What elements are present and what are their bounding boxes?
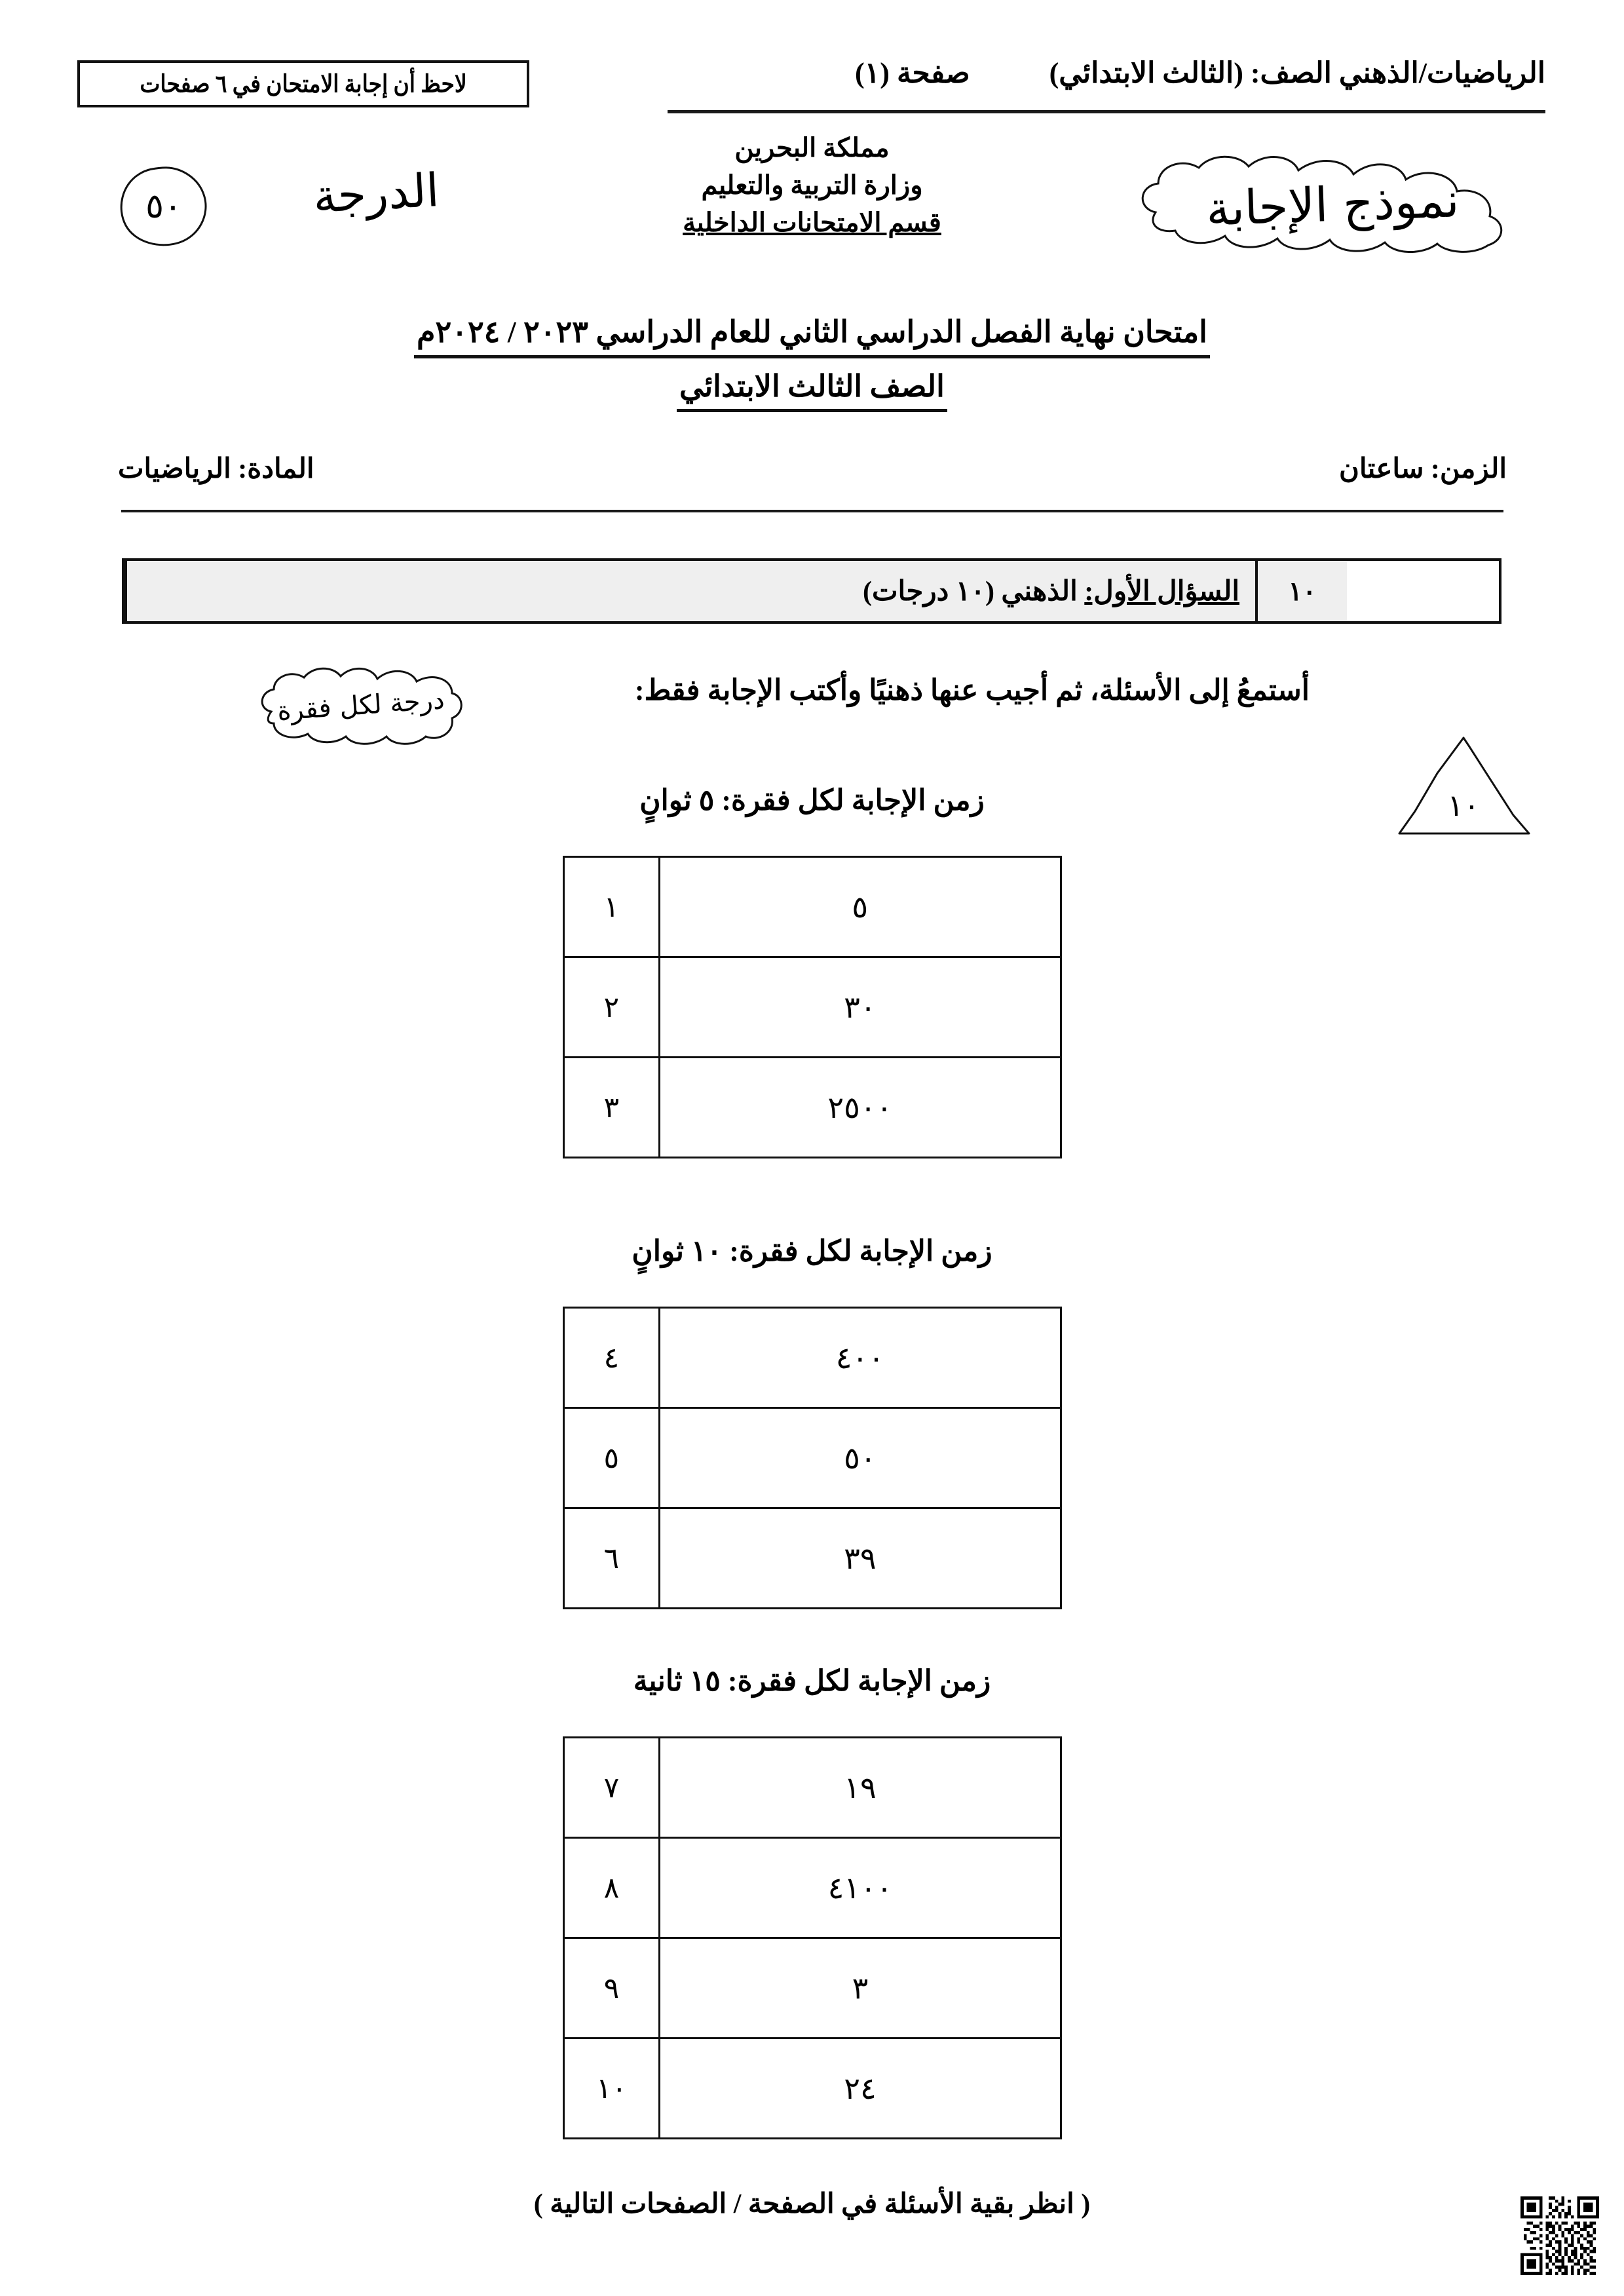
question-one-total-value: ١٠: [1447, 788, 1480, 823]
grade-label: الدرجة: [311, 163, 441, 223]
question-one-title-rest: الذهني (١٠ درجات): [863, 577, 1085, 607]
answer-value: ٣: [852, 1970, 869, 2006]
answer-key-label: نموذج الإجابة: [1205, 172, 1460, 237]
item-number: ٧: [603, 1770, 620, 1805]
item-number: ١٠: [595, 2071, 628, 2105]
table-row: [563, 1738, 1061, 1838]
item-number: ٣: [603, 1090, 620, 1124]
answer-value: ١٩: [844, 1770, 877, 1805]
answer-value: ٥: [852, 889, 869, 925]
exam-meta-row: [118, 452, 1507, 485]
group-3-caption: زمن الإجابة لكل فقرة: ١٥ ثانية: [633, 1665, 991, 1697]
table-row: [563, 1058, 1061, 1158]
document-header-line: [674, 58, 1545, 89]
item-number: ٩: [603, 1971, 620, 2005]
item-number: ٥: [603, 1441, 620, 1475]
question-one-max-marks-cell: [1255, 561, 1347, 621]
table-row: [563, 857, 1061, 957]
answer-value: ٢٤: [844, 2071, 877, 2106]
item-number: ١: [603, 890, 620, 924]
pages-count-note-box: [77, 60, 529, 107]
per-item-mark-cloud-badge: [254, 664, 467, 747]
table-row: [563, 1508, 1061, 1609]
question-one-score-blank-cell[interactable]: [1347, 561, 1499, 621]
answer-value: ٥٠: [844, 1440, 877, 1476]
answer-value: ٣٠: [844, 989, 877, 1025]
page-number-label: صفحة (١): [855, 57, 970, 89]
grade-circle-badge: [118, 165, 210, 248]
instruction-text: أستمعُ إلى الأسئلة، ثم أجيب عنها ذهنيًا وأكتب الإجابة فقط:: [634, 674, 1310, 706]
answer-key-cloud-badge: [1129, 152, 1536, 257]
table-row: [563, 957, 1061, 1058]
answer-value: ٤٠٠: [835, 1340, 884, 1375]
country-name: مملكة البحرين: [734, 133, 890, 163]
item-number: ٦: [603, 1541, 620, 1575]
pages-count-note-text: لاحظ أن إجابة الامتحان في ٦ صفحات: [140, 71, 467, 98]
per-item-mark-label: درجة لكل فقرة: [276, 685, 445, 727]
answer-value: ٤١٠٠: [827, 1870, 893, 1905]
question-one-max-marks: ١٠: [1288, 576, 1317, 606]
answers-table-group-1: [563, 856, 1062, 1158]
group-1-caption: زمن الإجابة لكل فقرة: ٥ ثوانٍ: [639, 784, 985, 816]
grade-value: ٥٠: [145, 187, 182, 226]
duration-label: الزمن: ساعتان: [1339, 454, 1507, 484]
item-number: ٢: [603, 990, 620, 1024]
table-row: [563, 1838, 1061, 1938]
exam-title-line-1: امتحان نهاية الفصل الدراسي الثاني للعام الدراسي ٢٠٢٣ / ٢٠٢٤م: [414, 313, 1210, 358]
header-divider-rule: [668, 110, 1545, 113]
exam-title-block: [0, 313, 1624, 412]
exam-title-line-2: الصف الثالث الابتدائي: [677, 368, 947, 413]
answers-table-group-2: [563, 1307, 1062, 1609]
table-row: [563, 1408, 1061, 1508]
subject-grade-text: الرياضيات/الذهني الصف: (الثالث الابتدائي): [1049, 57, 1545, 89]
item-number: ٨: [603, 1871, 620, 1905]
ministry-name: وزارة التربية والتعليم: [701, 170, 923, 200]
table-row: [563, 1938, 1061, 2038]
question-one-title-cell: [124, 561, 1255, 621]
table-row: [563, 2038, 1061, 2139]
table-row: [563, 1308, 1061, 1408]
answers-table-group-3: [563, 1736, 1062, 2139]
answer-value: ٢٥٠٠: [827, 1090, 893, 1125]
answer-value: ٣٩: [844, 1540, 877, 1576]
group-2-caption: زمن الإجابة لكل فقرة: ١٠ ثوانٍ: [632, 1235, 992, 1267]
qr-code-icon: [1520, 2196, 1599, 2275]
subject-label: المادة: الرياضيات: [118, 454, 314, 484]
meta-divider-rule: [121, 510, 1503, 512]
department-name: قسم الامتحانات الداخلية: [683, 207, 941, 237]
item-number: ٤: [603, 1341, 620, 1375]
qr-code-graphic: [1520, 2196, 1599, 2275]
total-grade-group: [111, 156, 439, 254]
question-one-banner: [122, 558, 1501, 624]
footer-continuation-note: ( انظر بقية الأسئلة في الصفحة / الصفحات التالية ): [533, 2189, 1091, 2219]
question-one-title-underlined: السؤال الأول:: [1084, 577, 1239, 607]
